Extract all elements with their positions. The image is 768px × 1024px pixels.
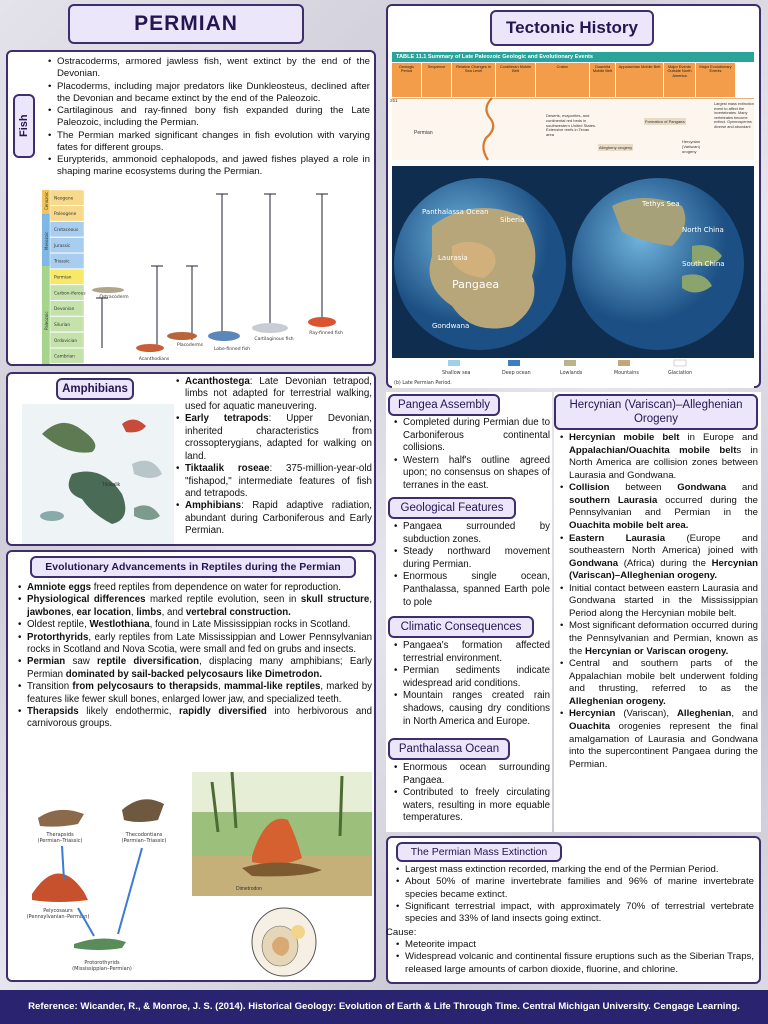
table-header-cell: Ouachita Mobile Belt bbox=[590, 63, 616, 97]
tiktaalik-label: Tiktaalik bbox=[102, 482, 121, 488]
geological-bullet: • Pangaea surrounded by subduction zones. bbox=[394, 521, 550, 546]
table-appalachian: Formation of Pangaea bbox=[645, 119, 685, 124]
table-header-cell: Major Events Outside North America bbox=[664, 63, 696, 97]
fish-bullet: • The Permian marked significant changes in fish evolution with varying fates for different groups. bbox=[48, 130, 370, 155]
era-label: Cenozoic bbox=[44, 191, 49, 210]
climatic-bullet: • Permian sediments indicate widespread arid conditions. bbox=[394, 665, 550, 690]
pangea-assembly-label: Pangea Assembly bbox=[388, 394, 500, 416]
pangea-bullet: • Completed during Permian due to Carboniferous continental collisions. bbox=[394, 417, 550, 455]
panthalassa-label: Panthalassa Ocean bbox=[388, 738, 510, 760]
reptile-bullet: • Protorthyrids, early reptiles from Late Mississippian and Lower Pennsylvanian rocks in Scotland and Nova Scotia, were small and fed on grubs and insects. bbox=[18, 632, 372, 657]
reptile-bullet: • Permian saw reptile diversification, displacing many amphibians; Early Permian dominated by sail-backed pelycosaurs like Dimetrodon. bbox=[18, 656, 372, 681]
climatic-bullet: • Pangaea's formation affected terrestrial environment. bbox=[394, 640, 550, 665]
amphibian-bullets bbox=[176, 376, 372, 538]
table-period: Permian bbox=[414, 130, 433, 136]
globe-label-gondwana: Gondwana bbox=[432, 322, 470, 330]
globe-label-siberia: Siberia bbox=[500, 216, 525, 224]
table-age: 251 bbox=[390, 98, 398, 103]
amphibian-item: • Early tetrapods: Upper Devonian, inherited characteristics from crossopterygians, adapted for walking on land. bbox=[176, 413, 372, 463]
table-evo: Largest mass extinction event to affect the invertebrates. Many vertebrates become extinct. Gymnosperms diverse and abundant bbox=[714, 102, 754, 129]
taxon-label: Placoderms bbox=[176, 343, 204, 348]
taxon-label: Lobe-finned fish bbox=[213, 347, 251, 352]
amphibians-label: Amphibians bbox=[56, 378, 134, 400]
globe-label-laurasia: Laurasia bbox=[438, 254, 468, 262]
period-label: Ordovician bbox=[54, 338, 78, 344]
hercynian-bullet: • Initial contact between eastern Laurasia and Gondwana started in the Mississippian Period along the Hercynian mobile belt. bbox=[560, 583, 758, 621]
taxon-label: Ray-finned fish bbox=[309, 331, 343, 336]
reptiles-label: Evolutionary Advancements in Reptiles during the Permian bbox=[30, 556, 356, 578]
legend-item: Deep ocean bbox=[502, 371, 531, 376]
table-header-cell: Major Evolutionary Events bbox=[696, 63, 736, 97]
extinction-bullet: • About 50% of marine invertebrate families and 96% of marine invertebrate species became extinct. bbox=[396, 876, 754, 901]
reptile-bullet: • Transition from pelycosaurs to therapsids, mammal-like reptiles, marked by features like fewer skull bones, enlarged lower jaw, and specialized teeth. bbox=[18, 681, 372, 706]
pangea-bullet: • Western half's outline agreed upon; no consensus on shapes of terranes in the east. bbox=[394, 455, 550, 493]
hercynian-bullet: • Hercynian (Variscan), Alleghenian, and Ouachita orogenies represent the final amalgamation of Laurasia and Gondwana into the supercontinent Pangaea during the Permian. bbox=[560, 708, 758, 771]
legend-item: Shallow sea bbox=[442, 371, 471, 376]
legend-item: Lowlands bbox=[560, 371, 583, 376]
pangea-assembly-bullets bbox=[394, 417, 550, 493]
fish-bullets bbox=[48, 56, 370, 179]
reptile-bullet: • Therapsids likely endothermic, rapidly diversified into herbivorous and carnivorous groups. bbox=[18, 706, 372, 731]
taxon-label: Cartilaginous fish bbox=[254, 337, 294, 342]
dimetrodon-label: Dimetrodon bbox=[236, 886, 262, 892]
hercynian-bullet: • Hercynian mobile belt in Europe and Appalachian/Ouachita mobile belts in North America are collision zones between Laurasia and Gondwana. bbox=[560, 432, 758, 482]
hercynian-bullets bbox=[560, 432, 758, 771]
thecodontians-range: (Permian–Triassic) bbox=[121, 838, 167, 844]
therapsids-range: (Permian–Triassic) bbox=[37, 838, 83, 844]
fish-bullet: • Eurypterids, ammonoid cephalopods, and jawed fishes played a role in shaping marine ecosystems during the Permian. bbox=[48, 154, 370, 179]
cause-bullet: • Widespread volcanic and continental fissure eruptions such as the Siberian Traps, released large amounts of carbon dioxide, fluorine, and chlorine. bbox=[396, 951, 754, 976]
hercynian-bullet: • Central and southern parts of the Appalachian mobile belt underwent folding and thrusting, referred to as the Alleghenian orogeny. bbox=[560, 658, 758, 708]
permian-title: PERMIAN bbox=[68, 4, 304, 44]
reptile-bullet: • Amniote eggs freed reptiles from dependence on water for reproduction. bbox=[18, 582, 372, 594]
table-craton: Deserts, evaporites, and continental red beds in southwestern United States. Extensive reefs in Texas area bbox=[546, 113, 597, 138]
hercynian-bullet: • Most significant deformation occurred during the Pennsylvanian and Permian, known as the Hercynian or Variscan orogeny. bbox=[560, 620, 758, 658]
globe-label-pangaea: Pangaea bbox=[452, 278, 500, 291]
extinction-cause-label: Cause: bbox=[386, 927, 417, 938]
era-label: Mesozoic bbox=[44, 231, 49, 250]
extinction-causes bbox=[396, 939, 754, 976]
amphibian-figure bbox=[22, 404, 174, 544]
table-header-cell: Craton bbox=[536, 63, 590, 97]
tectonic-title: Tectonic History bbox=[490, 10, 654, 46]
fish-bullet: • Placoderms, including major predators like Dunkleosteus, declined after the Devonian and became extinct by the end of the Paleozoic. bbox=[48, 81, 370, 106]
taxon-label: Ostracoderm bbox=[99, 295, 129, 300]
period-label: Paleogene bbox=[54, 212, 77, 218]
fish-evolution-chart bbox=[42, 190, 348, 364]
extinction-bullet: • Largest mass extinction recorded, marking the end of the Permian Period. bbox=[396, 864, 754, 876]
protorothyrids-label: Protorothyrids bbox=[84, 960, 120, 966]
cause-bullet: • Meteorite impact bbox=[396, 939, 754, 951]
panthalassa-bullet: • Enormous ocean surrounding Pangaea. bbox=[394, 762, 550, 787]
fish-label: Fish bbox=[13, 94, 35, 158]
globe-label-south-china: South China bbox=[682, 260, 725, 268]
period-label: Triassic bbox=[54, 259, 70, 265]
period-label: Silurian bbox=[54, 323, 71, 328]
table-ouachita: Allegheny orogeny bbox=[599, 145, 633, 150]
therapsids-label: Therapsids bbox=[46, 832, 74, 838]
late-permian-globes bbox=[392, 166, 754, 388]
pelycosaurs-range: (Pennsylvanian–Permian) bbox=[26, 914, 90, 920]
geological-bullets bbox=[394, 521, 550, 609]
reptile-bullet: • Physiological differences marked reptile evolution, seen in skull structure, jawbones, ear location, limbs, and vertebral construction. bbox=[18, 594, 372, 619]
legend-item: Glaciation bbox=[668, 371, 693, 376]
period-label: Devonian bbox=[54, 307, 75, 313]
tectonic-panel bbox=[386, 4, 761, 388]
period-label: Permian bbox=[54, 275, 72, 281]
extinction-bullet: • Significant terrestrial impact, with approximately 70% of terrestrial vertebrate species and 33% of land insects going extinct. bbox=[396, 901, 754, 926]
amniote-egg-diagram bbox=[240, 898, 330, 980]
fish-bullet: • Cartilaginous and ray-finned bony fish expanded during the Late Paleozoic, including the Permian. bbox=[48, 105, 370, 130]
permian-highlight: Permian bbox=[39, 838, 60, 844]
period-label: Cretaceous bbox=[54, 228, 79, 233]
table-header-cell: Geologic Period bbox=[392, 63, 422, 97]
dimetrodon-scene bbox=[192, 772, 372, 896]
pelycosaurs-label: Pelycosaurs bbox=[43, 908, 73, 914]
fish-panel bbox=[6, 50, 376, 366]
thecodontians-label: Thecodontians bbox=[125, 832, 163, 838]
geological-features-label: Geological Features bbox=[388, 497, 516, 519]
pangea-panel bbox=[386, 392, 552, 832]
period-label: Carbon-iferous bbox=[54, 291, 86, 297]
period-label: Jurassic bbox=[54, 243, 71, 249]
protorothyrids-range: (Mississippian–Permian) bbox=[72, 966, 132, 972]
amphibians-panel bbox=[6, 372, 376, 546]
reptile-bullet: • Oldest reptile, Westlothiana, found in Late Mississippian rocks in Scotland. bbox=[18, 619, 372, 631]
reptile-phylogeny-figure bbox=[18, 784, 186, 980]
period-label: Cambrian bbox=[54, 354, 75, 360]
table-outside: Hercynian (Variscan) orogeny bbox=[682, 139, 701, 154]
globe-label-panthalassa: Panthalassa Ocean bbox=[422, 208, 489, 216]
extinction-panel bbox=[386, 836, 761, 984]
extinction-label: The Permian Mass Extinction bbox=[396, 842, 562, 862]
legend-item: Mountains bbox=[614, 371, 639, 376]
amphibian-item: • Tiktaalik roseae: 375-million-year-old "fishapod," intermediate features of fish and tetrapods. bbox=[176, 463, 372, 500]
summary-table bbox=[392, 52, 754, 162]
climatic-bullets bbox=[394, 640, 550, 728]
panthalassa-bullets bbox=[394, 762, 550, 825]
table-header-cell: Relative Changes in Sea Level bbox=[452, 63, 496, 97]
globe-caption: (b) Late Permian Period. bbox=[394, 381, 452, 386]
extinction-bullets bbox=[396, 864, 754, 925]
taxon-label: Acanthodians bbox=[138, 357, 170, 362]
table-header-cell: Appalachian Mobile Belt bbox=[616, 63, 664, 97]
era-label: Paleozoic bbox=[44, 311, 49, 330]
reference-footer: Reference: Wicander, R., & Monroe, J. S. (2014). Historical Geology: Evolution of Earth & Life Through Time. Central Michigan University. Cengage Learning. bbox=[0, 990, 768, 1024]
hercynian-panel bbox=[554, 392, 761, 832]
geological-bullet: • Steady northward movement during Permian. bbox=[394, 546, 550, 571]
reptiles-panel bbox=[6, 550, 376, 982]
reptile-bullets bbox=[18, 582, 372, 731]
table-header-cell: Sequence bbox=[422, 63, 452, 97]
fish-bullet: • Ostracoderms, armored jawless fish, went extinct by the end of the Devonian. bbox=[48, 56, 370, 81]
amphibian-item: • Amphibians: Rapid adaptive radiation, abundant during Carboniferous and Early Permian. bbox=[176, 500, 372, 537]
table-header-cell: Cordilleran Mobile Belt bbox=[496, 63, 536, 97]
panthalassa-bullet: • Contributed to freely circulating waters, resulting in more equable temperatures. bbox=[394, 787, 550, 825]
geological-bullet: • Enormous single ocean, Panthalassa, spanned Earth pole to pole bbox=[394, 571, 550, 609]
globe-label-tethys: Tethys Sea bbox=[642, 200, 680, 208]
amphibian-item: • Acanthostega: Late Devonian tetrapod, limbs not adapted for terrestrial walking, used for aquatic maneuvering. bbox=[176, 376, 372, 413]
hercynian-bullet: • Eastern Laurasia (Europe and southeastern North America) joined with Gondwana (Africa) during the Hercynian (Variscan)–Alleghenian orogeny. bbox=[560, 533, 758, 583]
globe-label-north-china: North China bbox=[682, 226, 724, 234]
period-label: Neogene bbox=[54, 196, 74, 202]
climatic-bullet: • Mountain ranges created rain shadows, causing dry conditions in North America and Europe. bbox=[394, 690, 550, 728]
table-caption: TABLE 11.1 Summary of Late Paleozoic Geologic and Evolutionary Events bbox=[392, 52, 754, 62]
climatic-label: Climatic Consequences bbox=[388, 616, 534, 638]
hercynian-label: Hercynian (Variscan)–Alleghenian Orogeny bbox=[554, 394, 758, 430]
hercynian-bullet: • Collision between Gondwana and southern Laurasia occurred during the Pennsylvanian and Permian in the Ouachita mobile belt area. bbox=[560, 482, 758, 532]
